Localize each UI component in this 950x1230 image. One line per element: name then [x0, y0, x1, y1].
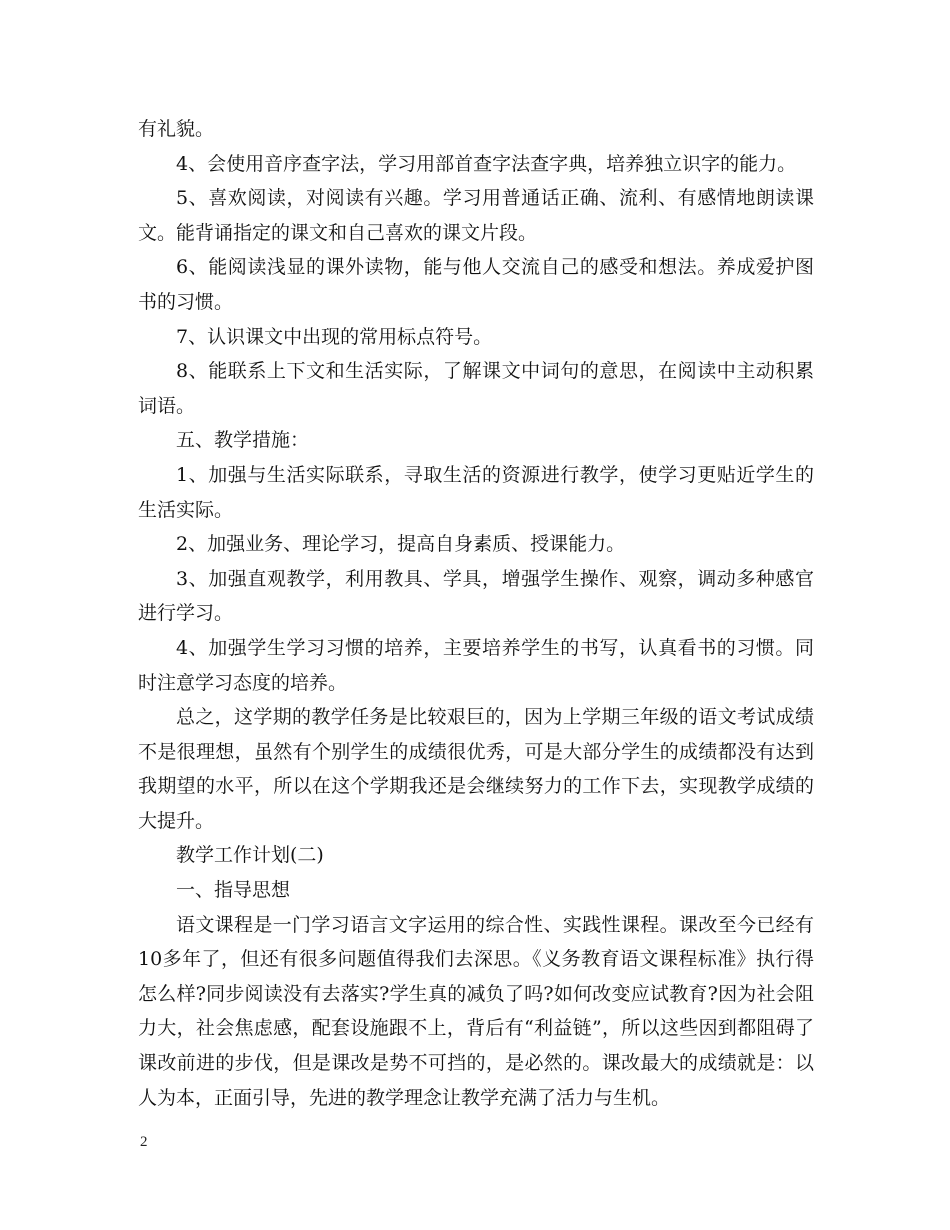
- paragraph-summary: 总之，这学期的教学任务是比较艰巨的，因为上学期三年级的语文考试成绩不是很理想，虽然有个别学生的成绩很优秀，可是大部分学生的成绩都没有达到我期望的水平，所以在这个学期我还是会继续努力的工作下去，实现教学成绩的大提升。: [138, 706, 814, 832]
- page-number: 2: [140, 1134, 148, 1150]
- paragraph-goal-6: 6、能阅读浅显的课外读物，能与他人交流自己的感受和想法。养成爱护图书的习惯。: [138, 256, 814, 313]
- paragraph-goal-7: 7、认识课文中出现的常用标点符号。: [176, 325, 493, 348]
- paragraph-guiding-ideology: 语文课程是一门学习语言文字运用的综合性、实践性课程。课改至今已经有10多年了，但还有很多问题值得我们去深思。《义务教育语文课程标准》执行得怎么样?同步阅读没有去落实?学生真的减负了吗?如何改变应试教育?因为社会阻力大，社会焦虑感，配套设施跟不上，背后有“利益链”，所以这些因到都阻碍了课改前进的步伐，但是课改是势不可挡的，是必然的。课改最大的成绩就是：以人为本，正面引导，先进的教学理念让教学充满了活力与生机。: [138, 913, 814, 1109]
- section-heading-measures: 五、教学措施：: [176, 429, 310, 452]
- paragraph-goal-5: 5、喜欢阅读，对阅读有兴趣。学习用普通话正确、流利、有感情地朗读课文。能背诵指定的课文和自己喜欢的课文片段。: [138, 187, 814, 244]
- paragraph-measure-3: 3、加强直观教学，利用教具、学具，增强学生操作、观察，调动多种感官进行学习。: [138, 567, 814, 625]
- paragraph-measure-4: 4、加强学生学习习惯的培养，主要培养学生的书写，认真看书的习惯。同时注意学习态度的培养。: [138, 636, 814, 694]
- paragraph-measure-1: 1、加强与生活实际联系，寻取生活的资源进行教学，使学习更贴近学生的生活实际。: [138, 463, 814, 521]
- paragraph-measure-2: 2、加强业务、理论学习，提高自身素质、授课能力。: [176, 533, 626, 556]
- document-body: [138, 112, 814, 1115]
- paragraph-continuation: 有礼貌。: [138, 118, 215, 140]
- paragraph-goal-4: 4、会使用音序查字法，学习用部首查字法查字典，培养独立识字的能力。: [176, 152, 797, 175]
- paragraph-goal-8: 8、能联系上下文和生活实际，了解课文中词句的意思，在阅读中主动积累词语。: [138, 360, 814, 417]
- plan-title: 教学工作计划(二): [176, 844, 324, 867]
- section-heading-guiding-ideology: 一、指导思想: [176, 879, 291, 902]
